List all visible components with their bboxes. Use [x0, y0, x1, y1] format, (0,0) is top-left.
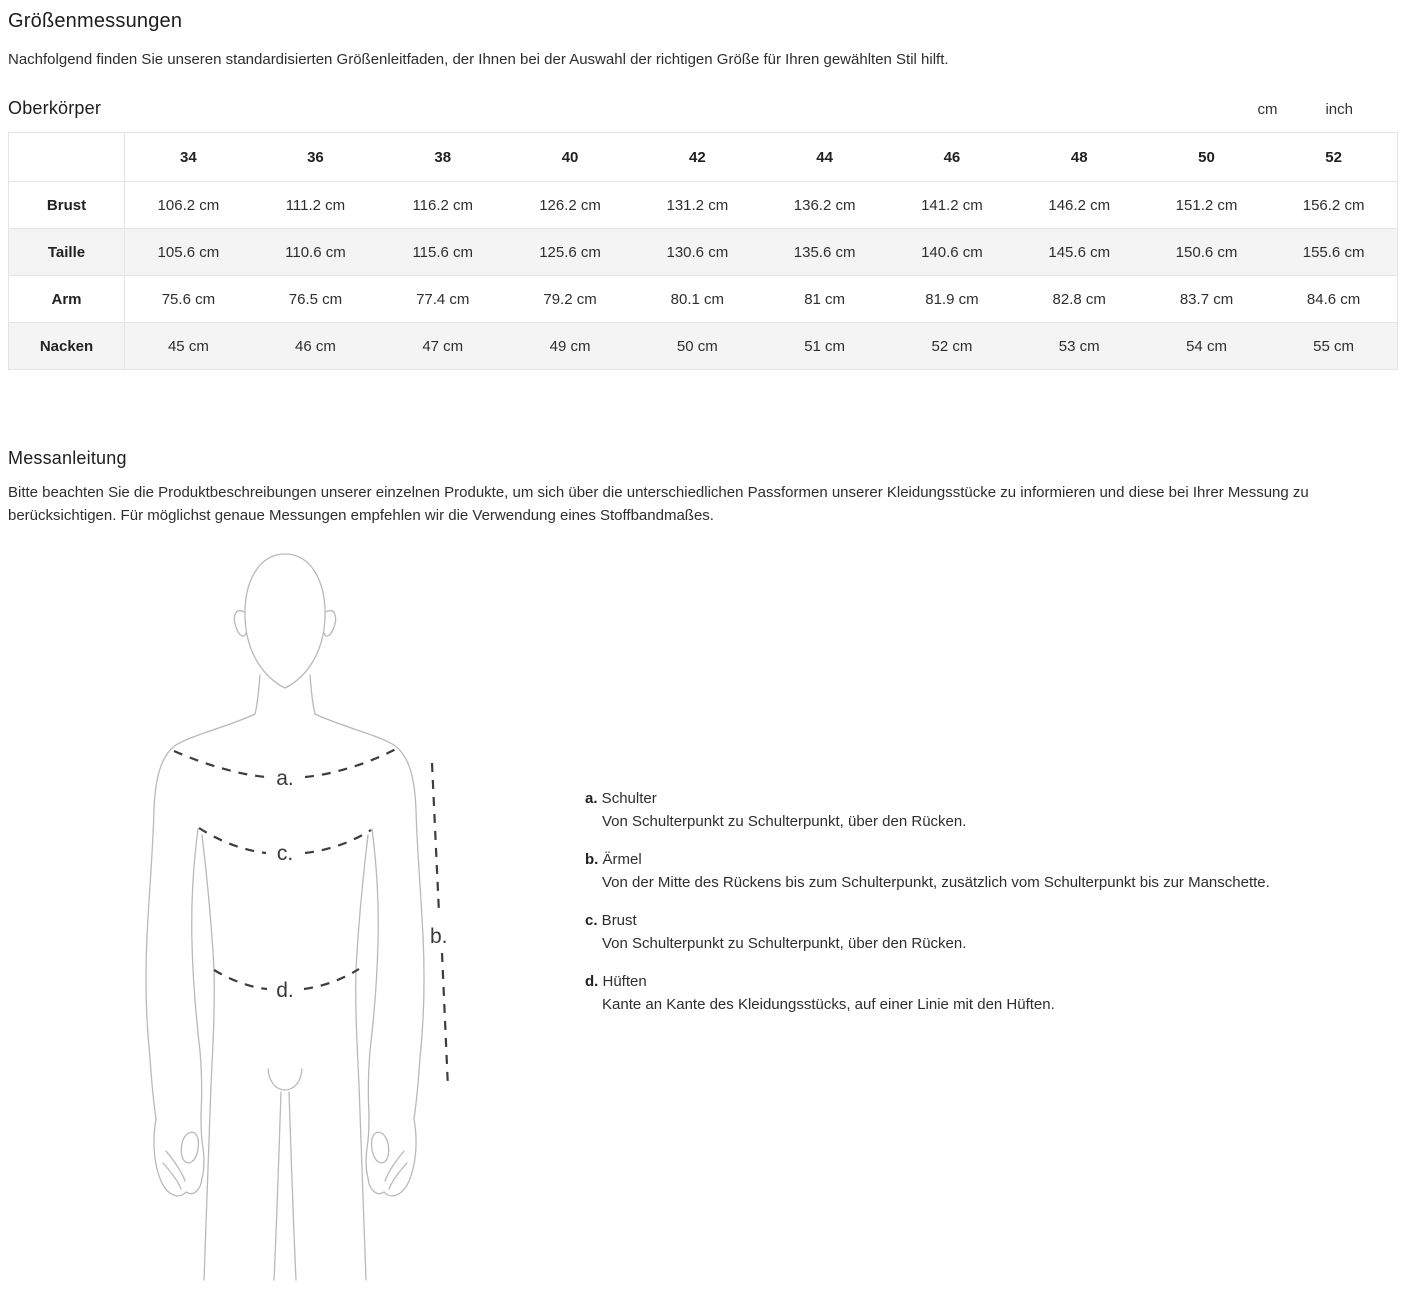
- instructions-text: Bitte beachten Sie die Produktbeschreibungen unserer einzelnen Produkte, um sich über die unterschiedlichen Passformen unserer Kleidungsstücke zu informieren und diese bei Ihrer Messung zu berücksichtigen. Für möglichst genaue Messungen empfehlen wir die Verwendung eines Stoffbandmaßes.: [8, 484, 1309, 524]
- body-measurement-figure: [130, 545, 470, 1285]
- size-cell: 81.9 cm: [925, 290, 979, 308]
- row-label: Taille: [9, 229, 125, 276]
- size-cell: 115.6 cm: [412, 243, 474, 261]
- size-cell: 84.6 cm: [1306, 290, 1361, 308]
- size-cell: 83.7 cm: [1179, 290, 1234, 308]
- table-row: [9, 323, 1398, 370]
- size-cell: 53 cm: [1058, 337, 1100, 355]
- size-cell: 52 cm: [931, 337, 973, 355]
- legend-item: [585, 909, 1365, 955]
- size-table-body: [9, 182, 1398, 370]
- size-cell: 116.2 cm: [412, 196, 474, 214]
- legend-item-key: b.: [585, 851, 599, 868]
- size-cell: 110.6 cm: [285, 243, 346, 261]
- section-title-messanleitung: Messanleitung: [8, 448, 127, 468]
- size-cell: 54 cm: [1186, 337, 1227, 355]
- size-column-header: 44: [816, 148, 833, 166]
- size-cell: 45 cm: [167, 337, 209, 355]
- size-column-header: 34: [180, 148, 197, 166]
- size-cell: 125.6 cm: [539, 243, 601, 261]
- legend-item-description: Von Schulterpunkt zu Schulterpunkt, über den Rücken.: [602, 813, 967, 830]
- size-cell: 79.2 cm: [543, 290, 597, 308]
- legend-item-description: Von Schulterpunkt zu Schulterpunkt, über den Rücken.: [602, 935, 967, 952]
- size-cell: 140.6 cm: [921, 243, 983, 261]
- figure-label-d: d.: [276, 979, 294, 1002]
- legend-item-description: Kante an Kante des Kleidungsstücks, auf einer Linie mit den Hüften.: [602, 996, 1055, 1013]
- legend-item-key: c.: [585, 912, 598, 929]
- size-column-header: 40: [561, 148, 579, 166]
- table-row: [9, 229, 1398, 276]
- size-column-header: 36: [307, 148, 324, 166]
- intro-text: Nachfolgend finden Sie unseren standardisierten Größenleitfaden, der Ihnen bei der Auswahl der richtigen Größe für Ihren gewählten Stil hilft.: [8, 51, 949, 68]
- size-cell: 55 cm: [1313, 337, 1355, 355]
- unit-toggle-cm[interactable]: cm: [1257, 101, 1278, 118]
- legend-item: [585, 848, 1365, 894]
- size-cell: 81 cm: [804, 290, 846, 308]
- size-cell: 136.2 cm: [793, 196, 856, 214]
- body-figure-wrap: [130, 545, 470, 1290]
- size-cell: 145.6 cm: [1048, 243, 1111, 261]
- measurement-section: [8, 545, 1398, 1290]
- size-cell: 106.2 cm: [157, 196, 220, 214]
- size-cell: 155.6 cm: [1302, 243, 1365, 261]
- size-cell: 51 cm: [804, 337, 846, 355]
- figure-label-c: c.: [276, 842, 294, 865]
- size-cell: 77.4 cm: [416, 290, 470, 308]
- size-column-header: 42: [688, 148, 706, 166]
- size-table-header-row: [9, 133, 1398, 182]
- body-outline: [146, 554, 424, 1280]
- table-row: [9, 276, 1398, 323]
- legend-item: [585, 970, 1365, 1016]
- legend-item: [585, 787, 1365, 833]
- size-cell: 150.6 cm: [1175, 243, 1238, 261]
- legend-item-key: d.: [585, 973, 599, 990]
- legend-item-title: d. Hüften: [585, 973, 647, 990]
- size-column-header: 48: [1070, 148, 1088, 166]
- size-cell: 131.2 cm: [666, 196, 729, 214]
- size-cell: 47 cm: [422, 337, 464, 355]
- size-cell: 130.6 cm: [666, 243, 729, 261]
- spacer: [8, 370, 1398, 448]
- measurement-legend: [585, 545, 1365, 1031]
- size-column-header: 52: [1325, 148, 1342, 166]
- size-cell: 146.2 cm: [1048, 196, 1111, 214]
- size-cell: 141.2 cm: [921, 196, 983, 214]
- size-cell: 46 cm: [295, 337, 336, 355]
- figure-label-b: b.: [430, 925, 448, 948]
- legend-item-title: a. Schulter: [585, 790, 657, 807]
- unit-toggle-inch[interactable]: inch: [1325, 101, 1353, 118]
- row-label: Brust: [9, 182, 125, 229]
- legend-item-title: c. Brust: [585, 912, 637, 929]
- size-cell: 151.2 cm: [1175, 196, 1238, 214]
- size-cell: 49 cm: [549, 337, 591, 355]
- size-cell: 82.8 cm: [1052, 290, 1106, 308]
- legend-item-key: a.: [585, 790, 598, 807]
- size-cell: 75.6 cm: [161, 290, 216, 308]
- legend-item-description: Von der Mitte des Rückens bis zum Schulterpunkt, zusätzlich vom Schulterpunkt bis zur Manschette.: [602, 874, 1270, 891]
- page-title: Größenmessungen: [8, 10, 183, 32]
- row-label: Nacken: [9, 323, 125, 370]
- size-cell: 111.2 cm: [285, 196, 346, 214]
- size-cell: 135.6 cm: [793, 243, 856, 261]
- size-cell: 76.5 cm: [288, 290, 343, 308]
- size-cell: 105.6 cm: [157, 243, 220, 261]
- unit-toggle: [1257, 101, 1353, 118]
- section-title-oberkoerper: Oberkörper: [8, 98, 102, 118]
- size-column-header: 38: [434, 148, 452, 166]
- size-cell: 80.1 cm: [670, 290, 725, 308]
- legend-item-title: b. Ärmel: [585, 851, 642, 868]
- size-table-corner-cell: [9, 133, 125, 182]
- size-column-header: 50: [1198, 148, 1215, 166]
- size-table: [8, 132, 1398, 370]
- size-cell: 126.2 cm: [539, 196, 601, 214]
- size-cell: 156.2 cm: [1302, 196, 1365, 214]
- table-row: [9, 182, 1398, 229]
- size-column-header: 46: [943, 148, 961, 166]
- figure-label-a: a.: [276, 767, 294, 790]
- size-cell: 50 cm: [676, 337, 718, 355]
- table-section-head: [8, 98, 1398, 119]
- row-label: Arm: [9, 276, 125, 323]
